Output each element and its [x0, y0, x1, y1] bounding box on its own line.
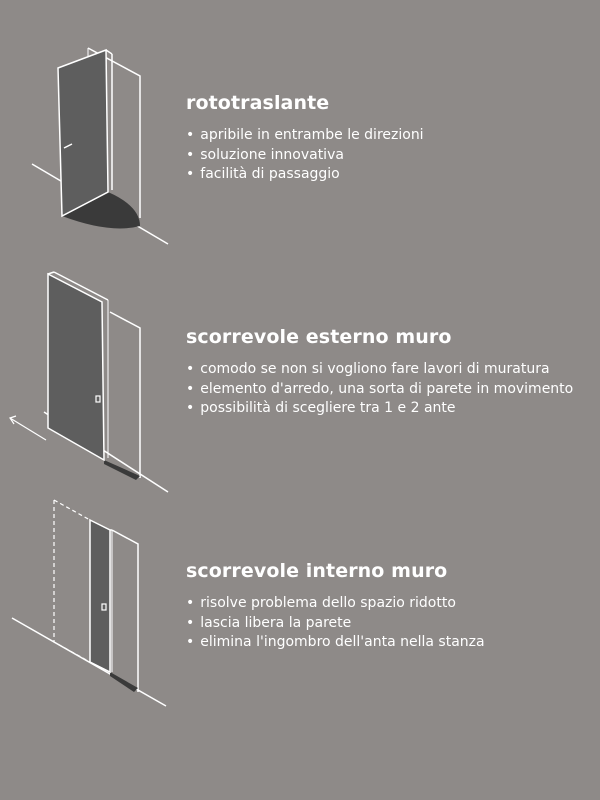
bullet-item: • comodo se non si vogliono fare lavori di muratura [186, 360, 573, 380]
bullet-item: • apribile in entrambe le direzioni [186, 126, 424, 146]
bullet-item: • soluzione innovativa [186, 146, 424, 166]
section-rototraslante [0, 0, 600, 250]
section-scorrevole-interno-muro [0, 490, 600, 730]
section-scorrevole-esterno-muro [0, 250, 600, 500]
pivot-door-icon [0, 0, 180, 250]
bullet-item: • facilità di passaggio [186, 165, 424, 185]
external-sliding-door-icon [0, 250, 180, 500]
bullet-item: • risolve problema dello spazio ridotto [186, 594, 485, 614]
bullet-item: • elemento d'arredo, una sorta di parete in movimento [186, 380, 573, 400]
bullet-list [186, 126, 424, 185]
section-title: scorrevole interno muro [186, 560, 448, 582]
section-title: scorrevole esterno muro [186, 326, 452, 348]
pocket-sliding-door-icon [0, 490, 180, 730]
bullet-list [186, 594, 485, 653]
bullet-item: • elimina l'ingombro dell'anta nella stanza [186, 633, 485, 653]
bullet-list [186, 360, 573, 419]
bullet-item: • lascia libera la parete [186, 614, 485, 634]
bullet-item: • possibilità di scegliere tra 1 e 2 ante [186, 399, 573, 419]
section-title: rototraslante [186, 92, 330, 114]
